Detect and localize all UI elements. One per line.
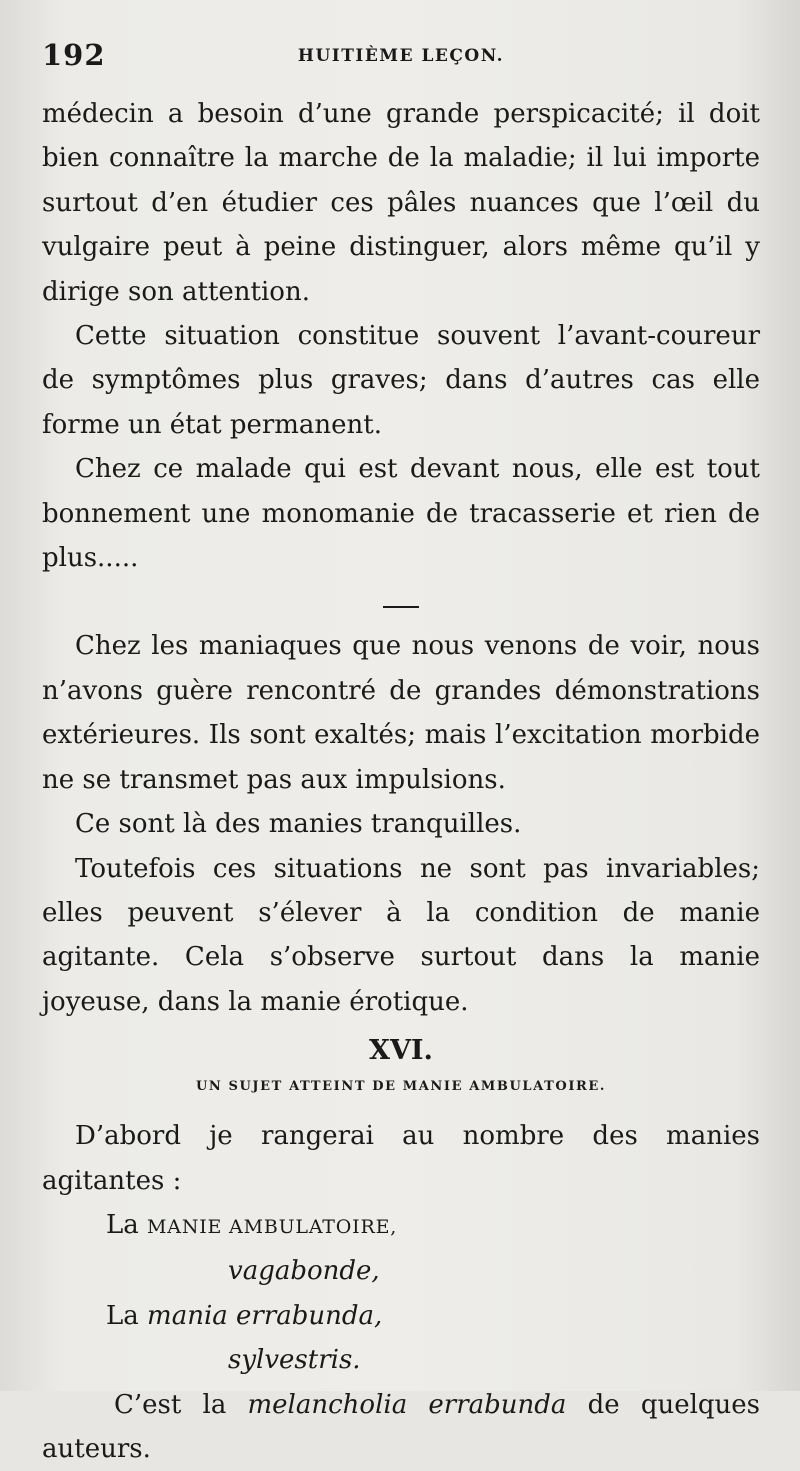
section-intro: D’abord je rangerai au nombre des manies agitantes : [42, 1121, 760, 1196]
paragraph-4: Chez les maniaques que nous venons de voir, nous n’avons guère rencontré de grandes démonstrations extérieures. Ils sont exaltés; mais l’excitation morbide ne se transmet pas aux impulsions. [42, 631, 760, 795]
term-italic: mania errabunda, [147, 1300, 383, 1331]
closing-suffix: de quelques auteurs. [42, 1389, 761, 1464]
paragraph-2: Cette situation constitue souvent l’avant-coureur de symptômes plus graves; dans d’autres cas elle forme un état permanent. [42, 321, 760, 440]
term-italic: vagabonde, [228, 1256, 380, 1287]
section-divider [42, 580, 760, 624]
term-line-1 [42, 1203, 760, 1249]
term-smallcaps: MANIE AMBULATOIRE, [147, 1215, 398, 1238]
term-prefix: La [106, 1300, 139, 1331]
closing-prefix: C’est la [114, 1389, 227, 1420]
closing-sentence [42, 1383, 760, 1471]
closing-italic: melancholia errabunda [247, 1389, 567, 1420]
paragraph-3: Chez ce malade qui est devant nous, elle est tout bonnement une monomanie de tracasserie et rien de plus..... [42, 454, 760, 574]
running-head: HUITIÈME LEÇON. [297, 46, 505, 66]
term-line-2 [42, 1249, 760, 1293]
body-text [42, 92, 760, 1471]
paragraph-1: médecin a besoin d’une grande perspicacité; il doit bien connaître la marche de la maladie; il lui importe surtout d’en étudier ces pâles nuances que l’œil du vulgaire peut à peine distinguer, alors même qu’il y dirige son attention. [42, 99, 760, 307]
term-line-4 [42, 1338, 760, 1382]
page-number: 192 [42, 38, 106, 72]
term-italic: sylvestris. [228, 1345, 361, 1376]
paragraph-5: Ce sont là des manies tranquilles. [75, 809, 522, 840]
term-line-3 [42, 1294, 760, 1338]
paragraph-6: Toutefois ces situations ne sont pas invariables; elles peuvent s’élever à la condition de manie agitante. Cela s’observe surtout dans la manie joyeuse, dans la manie érotique. [42, 853, 760, 1017]
term-prefix: La [106, 1209, 139, 1240]
section-number: XVI. [369, 1035, 433, 1067]
page-header [42, 38, 760, 74]
section-title: UN SUJET ATTEINT DE MANIE AMBULATOIRE. [195, 1079, 607, 1095]
